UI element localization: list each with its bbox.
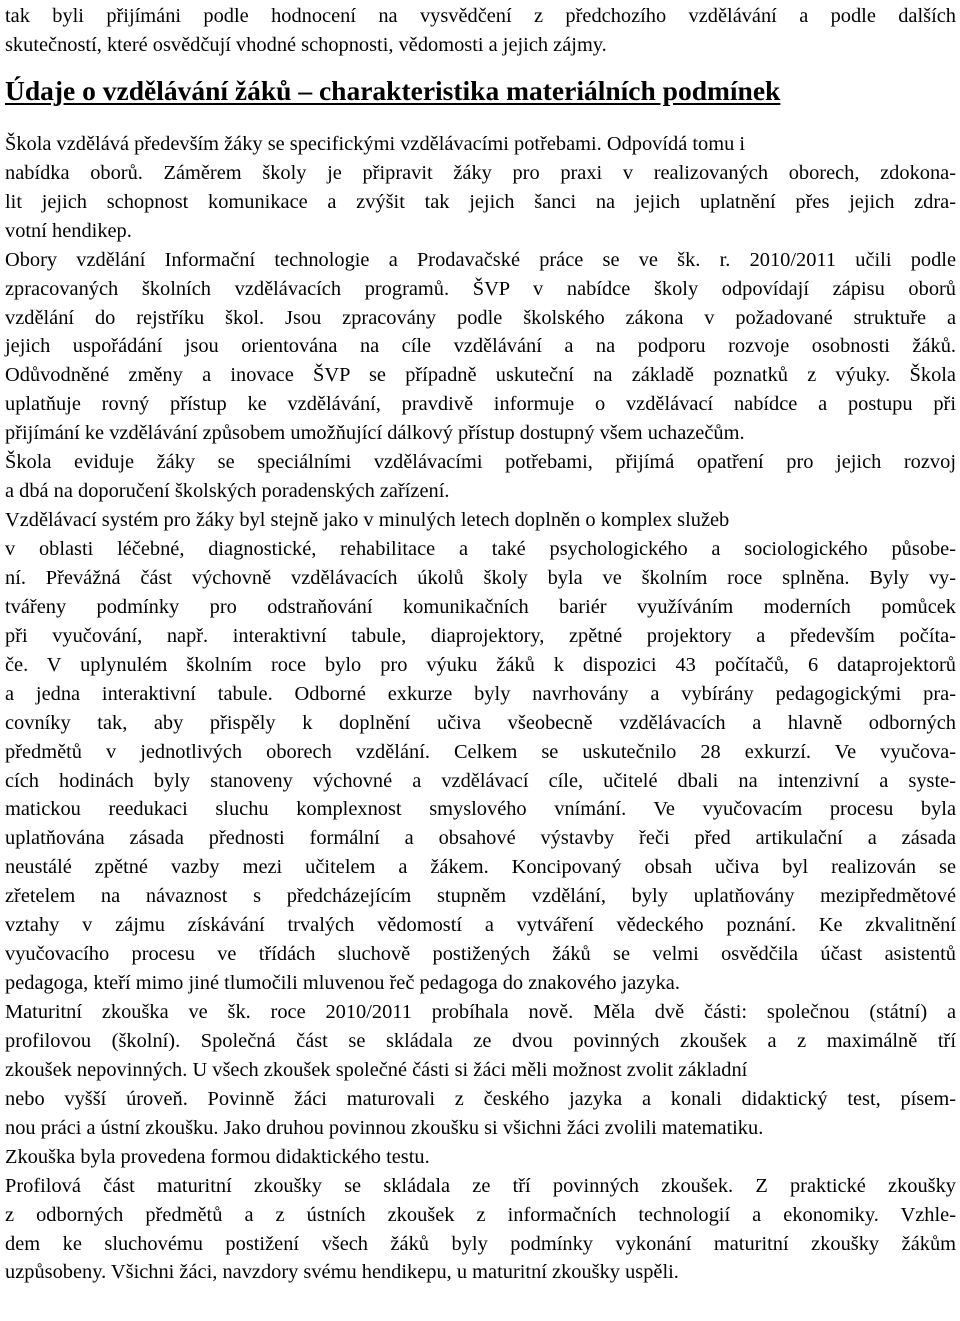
text-line: tvářeny podmínky pro odstraňování komunikačních bariér využíváním moderních pomůcek (5, 595, 956, 618)
text-line: uplatňována zásada přednosti formální a obsahové výstavby řeči před artikulační a zásada (5, 827, 956, 850)
intro-paragraph (5, 2, 956, 60)
text-line: Profilová část maturitní zkoušky se skládala ze tří povinných zkoušek. Z praktické zkoušky (5, 1174, 956, 1197)
text-line: vyučovacího procesu ve třídách sluchově postižených žáků se velmi osvědčila účast asistentů (5, 943, 956, 966)
text-line: cích hodinách byly stanoveny výchovné a vzdělávací cíle, učitelé dbali na intenzivní a syste- (5, 769, 956, 792)
text-line: Vzdělávací systém pro žáky byl stejně jako v minulých letech doplněn o komplex služeb (5, 509, 730, 532)
text-line: nou práci a ústní zkoušku. Jako druhou povinnou zkoušku si všichni žáci zvolili matematiku. (5, 1116, 764, 1139)
text-line: matickou reedukaci sluchu komplexnost smyslového vnímání. Ve vyučovacím procesu byla (5, 798, 956, 821)
text-line: pedagoga, kteří mimo jiné tlumočili mluvenou řeč pedagoga do znakového jazyka. (5, 972, 680, 995)
body-text (5, 130, 956, 1288)
text-line: v oblasti léčebné, diagnostické, rehabilitace a také psychologického a sociologického působe- (5, 538, 956, 560)
text-line: při vyučování, např. interaktivní tabule, diaprojektory, zpětné projektory a především počíta- (5, 624, 956, 647)
text-line: vztahy v zájmu získávání trvalých vědomostí a vytváření vědeckého poznání. Ke zkvalitnění (5, 914, 956, 937)
text-line: Maturitní zkouška ve šk. roce 2010/2011 probíhala nově. Měla dvě části: společnou (státní) a (5, 1001, 956, 1023)
text-line: Škola vzdělává především žáky se specifickými vzdělávacími potřebami. Odpovídá tomu i (5, 132, 746, 155)
text-line: neustálé zpětné vazby mezi učitelem a žákem. Koncipovaný obsah učiva byl realizován se (5, 856, 956, 879)
text-line: jejich uspořádání jsou orientována na cíle vzdělávání a na podporu rozvoje osobnosti žáků. (5, 335, 956, 358)
text-line: covníky tak, aby přispěly k doplnění učiva všeobecně vzdělávacích a hlavně odborných (5, 711, 956, 734)
section-heading: Údaje o vzdělávání žáků – charakteristika materiálních podmínek (5, 74, 781, 106)
text-line: če. V uplynulém školním roce bylo pro výuku žáků k dispozici 43 počítačů, 6 dataprojektorů (5, 653, 956, 676)
text-line: Škola eviduje žáky se speciálními vzdělávacími potřebami, přijímá opatření pro jejich rozvoj (5, 451, 956, 474)
text-line: nebo vyšší úroveň. Povinně žáci maturovali z českého jazyka a konali didaktický test, písem- (5, 1087, 956, 1110)
text-line: profilovou (školní). Společná část se skládala ze dvou povinných zkoušek a z maximálně tří (5, 1029, 956, 1052)
text-line: uzpůsobeny. Všichni žáci, navzdory svému hendikepu, u maturitní zkoušky uspěli. (5, 1261, 679, 1284)
text-line: zřetelem na návaznost s předcházejícím stupněm vzdělání, byly uplatňovány mezipředmětové (5, 885, 956, 908)
text-line: Zkouška byla provedena formou didaktického testu. (5, 1145, 430, 1168)
text-line: přijímání ke vzdělávání způsobem umožňující dálkový přístup dostupný všem uchazečům. (5, 422, 745, 445)
text-line: skutečností, které osvědčují vhodné schopnosti, vědomosti a jejich zájmy. (5, 33, 607, 56)
text-line: dem ke sluchovému postižení všech žáků byly podmínky vykonání maturitní zkoušky žákům (5, 1232, 956, 1255)
text-line: votní hendikep. (5, 219, 132, 242)
text-line: tak byli přijímáni podle hodnocení na vysvědčení z předchozího vzdělávání a podle dalších (5, 5, 956, 27)
text-line: zkoušek nepovinných. U všech zkoušek společné části si žáci měli možnost zvolit základní (5, 1058, 748, 1081)
text-line: Odůvodněné změny a inovace ŠVP se případně uskuteční na základě poznatků z výuky. Škola (5, 364, 956, 387)
text-line: nabídka oborů. Záměrem školy je připravit žáky pro praxi v realizovaných oborech, zdokona- (5, 161, 956, 184)
text-line: předmětů v jednotlivých oborech vzdělání. Celkem se uskutečnilo 28 exkurzí. Ve vyučova- (5, 740, 956, 763)
text-line: vzdělání do rejstříku škol. Jsou zpracovány podle školského zákona v požadované struktuře a (5, 306, 956, 329)
text-line: Obory vzdělání Informační technologie a Prodavačské práce se ve šk. r. 2010/2011 učili podle (5, 248, 956, 271)
text-line: z odborných předmětů a z ústních zkoušek z informačních technologií a ekonomiky. Vzhle- (5, 1203, 956, 1226)
text-line: a dbá na doporučení školských poradenských zařízení. (5, 480, 450, 503)
text-line: uplatňuje rovný přístup ke vzdělávání, pravdivě informuje o vzdělávací nabídce a postupu při (5, 393, 956, 416)
text-line: zpracovaných školních vzdělávacích programů. ŠVP v nabídce školy odpovídají zápisu oborů (5, 277, 956, 300)
text-line: lit jejich schopnost komunikace a zvýšit tak jejich šanci na jejich uplatnění přes jejich zdra- (5, 190, 956, 213)
text-line: a jedna interaktivní tabule. Odborné exkurze byly navrhovány a vybírány pedagogickými pra- (5, 682, 956, 705)
text-line: ní. Převážná část výchovně vzdělávacích úkolů školy byla ve školním roce splněna. Byly vy- (5, 566, 956, 589)
